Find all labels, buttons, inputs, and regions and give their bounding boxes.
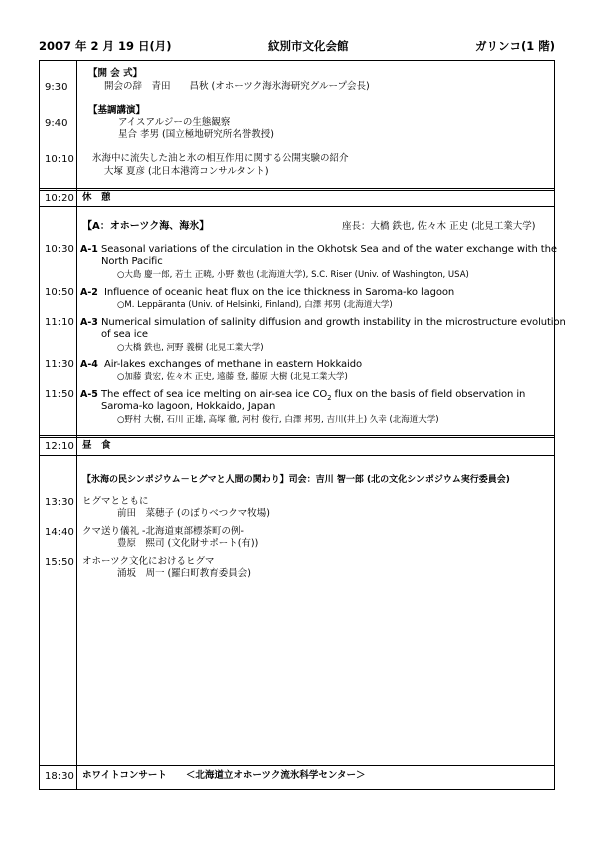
talk-a5-title-part1: The effect of sea ice melting on air-sea ice CO [101, 389, 328, 400]
time-1010: 10:10 [45, 154, 74, 165]
talk-1010-speaker: 大塚 夏彦 (北日本港湾コンサルタント) [104, 166, 269, 177]
keynote-title: 【基調講演】 [88, 105, 146, 116]
divider-after-lunch [39, 455, 555, 456]
time-1130: 11:30 [45, 359, 74, 370]
concert-label: ホワイトコンサート ＜北海道立オホーツク流氷科学センター＞ [82, 770, 366, 781]
talk-a3-title-line2: of sea ice [101, 329, 148, 340]
talk-a3-authors: ○大橋 鉄也, 河野 義樹 (北見工業大学) [117, 343, 264, 353]
symposium-talk2-speaker: 豊原 熙司 (文化財サポート(有)) [117, 538, 259, 549]
talk-a1-title-line1: Seasonal variations of the circulation in the Okhotsk Sea and of the water exchange with the [101, 244, 557, 255]
time-1020: 10:20 [45, 193, 74, 204]
symposium-title: 【氷海の民シンポジウム－ヒグマと人間の関わり】司会：吉川 智一郎 (北の文化シンポジウム実行委員会) [82, 475, 510, 485]
talk-id-a1: A-1 [80, 244, 98, 255]
talk-id-a2: A-2 [80, 287, 98, 298]
co2-subscript: 2 [327, 394, 332, 402]
header-date: 2007 年 2 月 19 日(月) [39, 39, 172, 53]
talk-a5-title-line2: Saroma-ko lagoon, Hokkaido, Japan [101, 401, 276, 412]
divider-before-break [39, 188, 555, 191]
talk-id-a3: A-3 [80, 317, 98, 328]
time-1150: 11:50 [45, 389, 74, 400]
symposium-talk1-title: ヒグマとともに [82, 496, 149, 507]
talk-a1-authors: ○大島 慶一郎, 若土 正曉, 小野 数也 (北海道大学), S.C. Riser (Univ. of Washington, USA) [117, 270, 469, 280]
break-label: 休 憩 [82, 192, 111, 203]
time-0930: 9:30 [45, 82, 68, 93]
symposium-talk3-speaker: 涌坂 周一 (羅臼町教育委員会) [117, 568, 251, 579]
header-room: ガリンコ(1 階) [474, 39, 555, 53]
talk-id-a4: A-4 [80, 359, 98, 370]
talk-a4-authors: ○加藤 貴宏, 佐々木 正史, 遠藤 登, 藤原 大樹 (北見工業大学) [117, 372, 348, 382]
session-a-title: 【A：オホーツク海、海氷】 [82, 221, 210, 232]
talk-a5-authors: ○野村 大樹, 石川 正雄, 高塚 徹, 河村 俊行, 白澤 邦男, 吉川(井上) 久幸 (北海道大学) [117, 415, 439, 425]
time-1030: 10:30 [45, 244, 74, 255]
time-1550: 15:50 [45, 557, 74, 568]
keynote-speaker: 星合 孝男 (国立極地研究所名誉教授) [118, 129, 274, 140]
opening-title: 【開 会 式】 [88, 68, 143, 79]
talk-a3-title-line1: Numerical simulation of salinity diffusion and growth instability in the microstructure evolution [101, 317, 566, 328]
time-1330: 13:30 [45, 497, 74, 508]
header-venue: 紋別市文化会館 [268, 39, 349, 53]
session-a-chairs: 座長：大橋 鉄也, 佐々木 正史 (北見工業大学) [342, 221, 536, 232]
talk-id-a5: A-5 [80, 389, 98, 400]
time-1210: 12:10 [45, 441, 74, 452]
lunch-label: 昼 食 [82, 440, 111, 451]
talk-1010-title: 氷海中に流失した油と氷の相互作用に関する公開実験の紹介 [92, 153, 349, 164]
time-column-divider [76, 60, 77, 790]
time-0940: 9:40 [45, 118, 68, 129]
talk-a4-title: Air-lakes exchanges of methane in eastern Hokkaido [104, 359, 362, 370]
talk-a2-authors: ○M. Leppäranta (Univ. of Helsinki, Finland), 白澤 邦男 (北海道大学) [117, 300, 393, 310]
opening-line: 開会の辞 青田 昌秋 (オホーツク海氷海研究グループ会長) [104, 81, 370, 92]
time-1110: 11:10 [45, 317, 74, 328]
divider-before-lunch [39, 435, 555, 438]
talk-a1-title-line2: North Pacific [101, 256, 163, 267]
talk-a5-title-part2: flux on the basis of field observation in [331, 389, 526, 400]
symposium-talk2-title: クマ送り儀礼 -北海道東部標茶町の例- [82, 526, 244, 537]
symposium-talk3-title: オホーツク文化におけるヒグマ [82, 556, 215, 567]
symposium-talk1-speaker: 前田 菜穂子 (のぼりべつクマ牧場) [117, 508, 270, 519]
divider-after-break [39, 206, 555, 207]
time-1830: 18:30 [45, 771, 74, 782]
keynote-talk: アイスアルジーの生態観察 [118, 117, 231, 128]
divider-before-concert [39, 765, 555, 766]
time-1050: 10:50 [45, 287, 74, 298]
page-header [39, 36, 555, 54]
time-1440: 14:40 [45, 527, 74, 538]
talk-a2-title: Influence of oceanic heat flux on the ice thickness in Saroma-ko lagoon [104, 287, 455, 298]
